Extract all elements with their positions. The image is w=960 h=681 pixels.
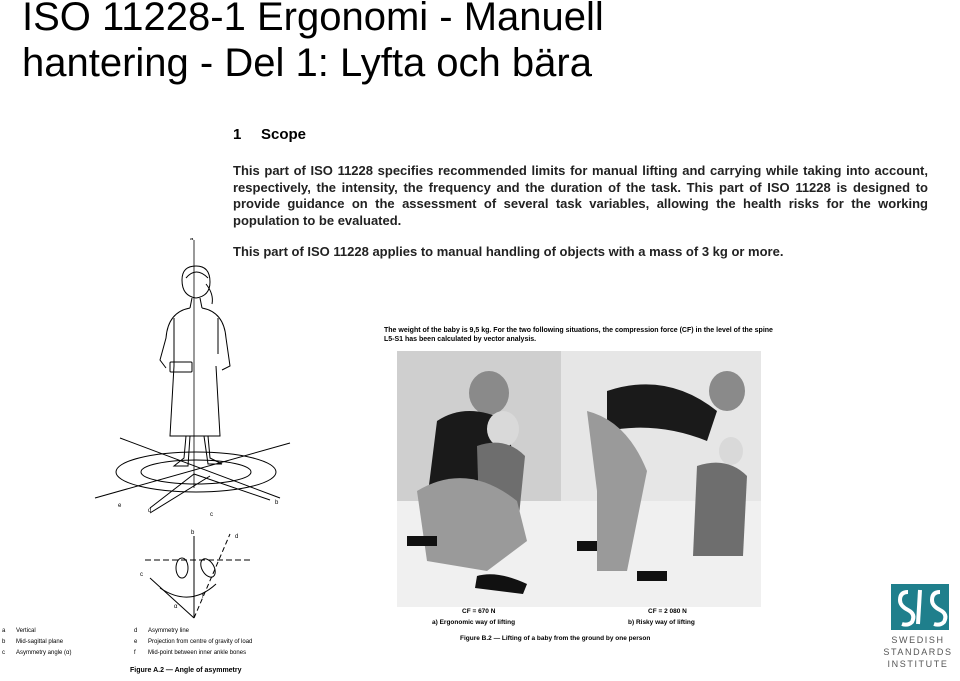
legend-item: a Vertical [2, 628, 36, 634]
diagram-label-a: a [190, 238, 194, 242]
legend-item: e Projection from centre of gravity of load [134, 639, 253, 645]
diagram-label-f: f [202, 594, 204, 600]
scope-paragraph-1: This part of ISO 11228 specifies recommended limits for manual lifting and carrying while taking into account, respectively, the intensity, the frequency and the duration of the task. This part of ISO 11228 is designed to provide guidance on the assessment of several task variables, allowing the health risks for the working population to be evaluated. [233, 163, 928, 228]
figure-b2-caption: Figure B.2 — Lifting of a baby from the ground by one person [460, 635, 651, 642]
sis-logo-mark [876, 582, 960, 634]
legend-column-left [2, 626, 71, 659]
title-line-2: hantering - Del 1: Lyfta och bära [22, 41, 592, 85]
cf-value-a: CF = 670 N [462, 608, 496, 615]
title-line-1: ISO 11228-1 Ergonomi - Manuell [22, 0, 604, 39]
baby-lifting-photo [397, 351, 761, 607]
scope-section [233, 126, 933, 259]
sis-logo [876, 582, 960, 681]
legend-item: d Asymmetry line [134, 628, 190, 634]
asymmetry-diagram [90, 238, 300, 628]
cf-value-b: CF = 2 080 N [648, 608, 687, 615]
diagram-label-alpha: α [174, 604, 178, 610]
diagram-label-b-lower: b [191, 530, 195, 536]
slide-title [22, 0, 604, 86]
legend-column-right [134, 626, 252, 659]
scope-paragraph-2: This part of ISO 11228 applies to manual handling of objects with a mass of 3 kg or more. [233, 244, 784, 259]
diagram-label-c-lower: c [140, 572, 143, 578]
scope-heading-text: Scope [261, 126, 307, 143]
label-b: b) Risky way of lifting [628, 619, 695, 626]
figure-b2-intro: The weight of the baby is 9,5 kg. For the two following situations, the compression force (CF) in the level of the spine L5-S1 has been calculated by vector analysis. [384, 327, 773, 343]
diagram-label-b: b [275, 500, 279, 506]
scope-heading [233, 126, 933, 143]
legend-item: f Mid-point between inner ankle bones [134, 650, 247, 656]
diagram-label-e: e [118, 503, 122, 509]
diagram-label-d: d [148, 508, 152, 514]
legend-item: c Asymmetry angle (α) [2, 650, 72, 656]
diagram-label-d-lower: d [235, 534, 239, 540]
sis-logo-text: SWEDISH STANDARDS INSTITUTE [883, 635, 953, 669]
scope-number: 1 [233, 126, 242, 143]
diagram-label-c: c [210, 512, 213, 518]
figure-a2-caption: Figure A.2 — Angle of asymmetry [130, 667, 242, 674]
label-a: a) Ergonomic way of lifting [432, 619, 516, 626]
legend-item: b Mid-sagittal plane [2, 639, 64, 645]
